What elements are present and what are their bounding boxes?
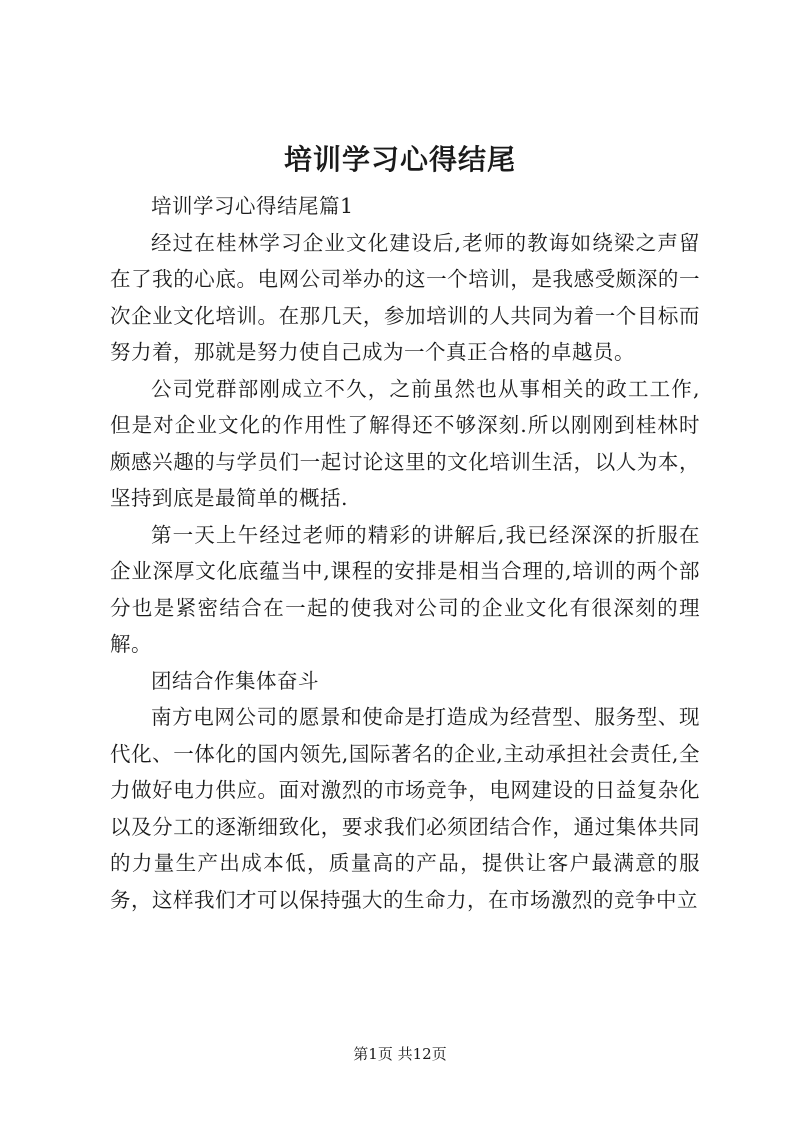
section-heading: 培训学习心得结尾篇1 — [151, 194, 354, 218]
section-subheading: 团结合作集体奋斗 — [151, 668, 319, 693]
document-body — [110, 188, 700, 918]
body-paragraph: 经过在桂林学习企业文化建设后,老师的教诲如绕梁之声留在了我的心底。电网公司举办的这一个培训，是我感受颇深的一次企业文化培训。在那几天，参加培训的人共同为着一个目标而努力着，那就是努力使自己成为一个真正合格的卓越员。 — [110, 230, 700, 364]
body-paragraph: 第一天上午经过老师的精彩的讲解后,我已经深深的折服在企业深厚文化底蕴当中,课程的安排是相当合理的,培训的两个部分也是紧密结合在一起的使我对公司的企业文化有很深刻的理解。 — [110, 522, 700, 656]
document-title: 培训学习心得结尾 — [283, 143, 516, 176]
page-number-footer: 第1页 共12页 — [353, 1045, 447, 1063]
body-paragraph: 南方电网公司的愿景和使命是打造成为经营型、服务型、现代化、一体化的国内领先,国际著名的企业,主动承担社会责任,全力做好电力供应。面对激烈的市场竞争，电网建设的日益复杂化以及分工的逐渐细致化，要求我们必须团结合作，通过集体共同的力量生产出成本低，质量高的产品，提供让客户最满意的服务，这样我们才可以保持强大的生命力，在市场激烈的竞争中立 — [110, 705, 700, 912]
body-paragraph: 公司党群部刚成立不久，之前虽然也从事相关的政工工作,但是对企业文化的作用性了解得还不够深刻.所以刚刚到桂林时颇感兴趣的与学员们一起讨论这里的文化培训生活，以人为本，坚持到底是最简单的概括. — [110, 376, 700, 510]
